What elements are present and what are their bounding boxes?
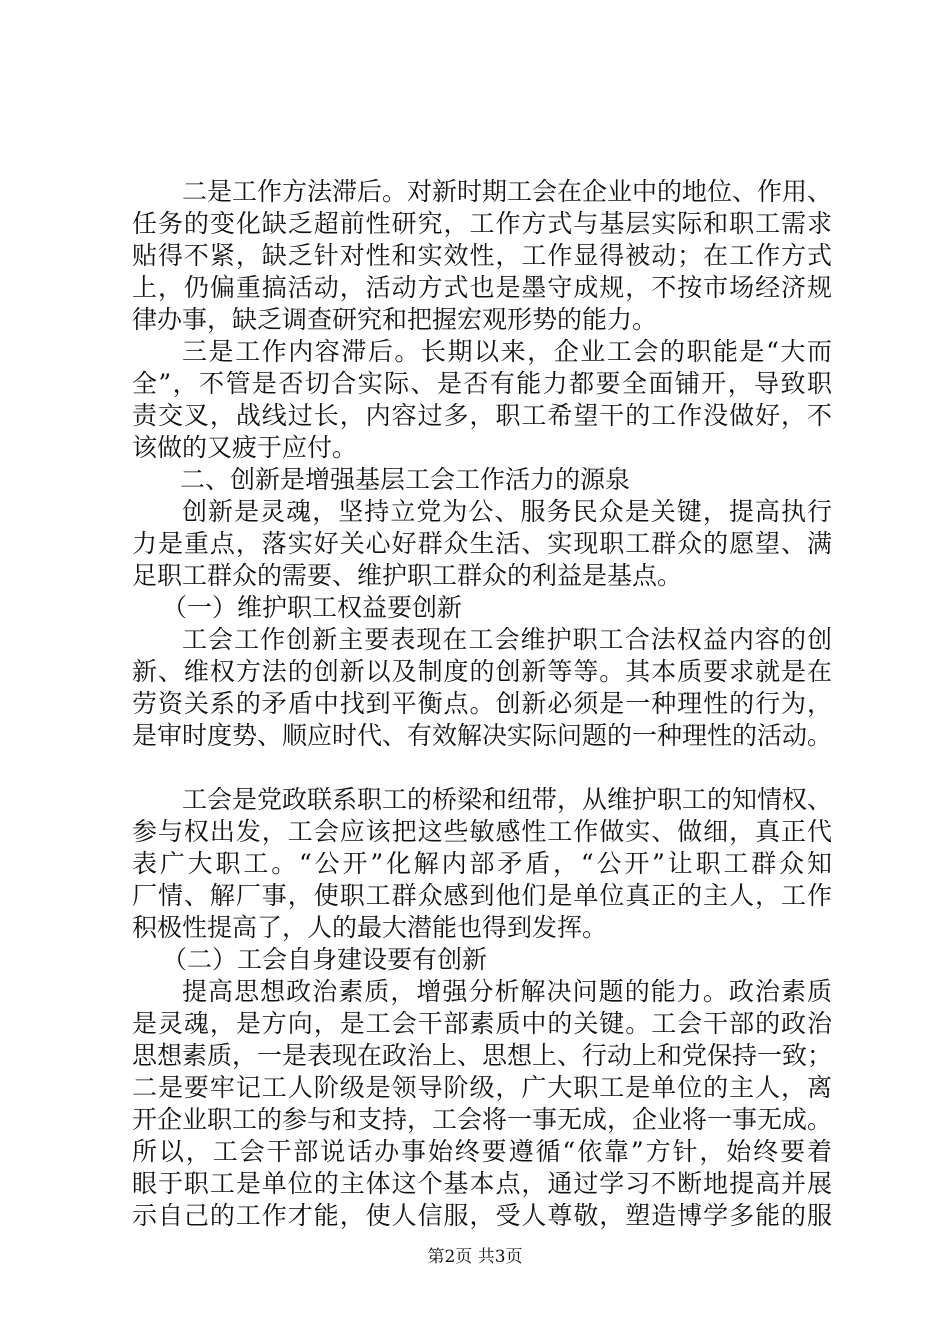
text-line: 表广大职工。“公开”化解内部矛盾，“公开”让职工群众知 — [132, 849, 832, 878]
text-line: （二）工会自身建设要有创新 — [162, 945, 488, 974]
text-line: 工会工作创新主要表现在工会维护职工合法权益内容的创 — [182, 625, 832, 654]
blank-line — [132, 752, 832, 784]
text-line: 开企业职工的参与和支持，工会将一事无成，企业将一事无成。 — [132, 1105, 833, 1134]
text-line: 二是工作方法滞后。对新时期工会在企业中的地位、作用、 — [182, 177, 833, 206]
section-heading — [132, 464, 832, 496]
text-line: 全”，不管是否切合实际、是否有能力都要全面铺开，导致职 — [132, 369, 832, 398]
paragraph — [132, 784, 832, 944]
page-footer: 第2页 共3页 — [427, 1247, 523, 1267]
paragraph — [132, 176, 832, 336]
paragraph — [132, 336, 832, 464]
paragraph — [132, 976, 832, 1232]
text-line: 任务的变化缺乏超前性研究，工作方式与基层实际和职工需求 — [132, 209, 832, 238]
text-line: 足职工群众的需要、维护职工群众的利益是基点。 — [132, 561, 683, 590]
text-line: 所以，工会干部说话办事始终要遵循“依靠”方针，始终要着 — [132, 1137, 832, 1166]
text-line: 二是要牢记工人阶级是领导阶级，广大职工是单位的主人，离 — [132, 1073, 832, 1102]
text-line: 是审时度势、顺应时代、有效解决实际问题的一种理性的活动。 — [132, 721, 833, 750]
text-line: （一）维护职工权益要创新 — [162, 593, 463, 622]
text-line: 工会是党政联系职工的桥梁和纽带，从维护职工的知情权、 — [182, 785, 833, 814]
text-line: 积极性提高了，人的最大潜能也得到发挥。 — [132, 913, 608, 942]
text-line: 三是工作内容滞后。长期以来，企业工会的职能是“大而 — [182, 337, 832, 366]
text-line: 贴得不紧，缺乏针对性和实效性，工作显得被动；在工作方式 — [132, 241, 832, 270]
text-line: 上，仍偏重搞活动，活动方式也是墨守成规，不按市场经济规 — [132, 273, 832, 302]
text-line: 劳资关系的矛盾中找到平衡点。创新必须是一种理性的行为， — [132, 689, 832, 718]
text-line: 二、创新是增强基层工会工作活力的源泉 — [180, 465, 631, 494]
text-line: 厂情、解厂事，使职工群众感到他们是单位真正的主人，工作 — [132, 881, 832, 910]
text-line: 眼于职工是单位的主体这个基本点，通过学习不断地提高并展 — [132, 1169, 832, 1198]
text-line: 该做的又疲于应付。 — [132, 433, 358, 462]
text-line: 律办事，缺乏调查研究和把握宏观形势的能力。 — [132, 305, 658, 334]
text-line: 提高思想政治素质，增强分析解决问题的能力。政治素质 — [182, 977, 832, 1006]
text-line: 参与权出发，工会应该把这些敏感性工作做实、做细，真正代 — [132, 817, 832, 846]
document-body — [132, 176, 832, 1232]
text-line: 责交叉，战线过长，内容过多，职工希望干的工作没做好，不 — [132, 401, 832, 430]
text-line: 新、维权方法的创新以及制度的创新等等。其本质要求就是在 — [132, 657, 832, 686]
text-line: 是灵魂，是方向，是工会干部素质中的关键。工会干部的政治 — [132, 1009, 832, 1038]
subsection-heading — [132, 944, 832, 976]
subsection-heading — [132, 592, 832, 624]
text-line: 示自己的工作才能，使人信服，受人尊敬，塑造博学多能的服 — [132, 1201, 832, 1230]
text-line: 创新是灵魂，坚持立党为公、服务民众是关键，提高执行 — [182, 497, 832, 526]
paragraph — [132, 496, 832, 592]
text-line: 思想素质，一是表现在政治上、思想上、行动上和党保持一致； — [132, 1041, 833, 1070]
text-line: 力是重点，落实好关心好群众生活、实现职工群众的愿望、满 — [132, 529, 832, 558]
paragraph — [132, 624, 832, 752]
